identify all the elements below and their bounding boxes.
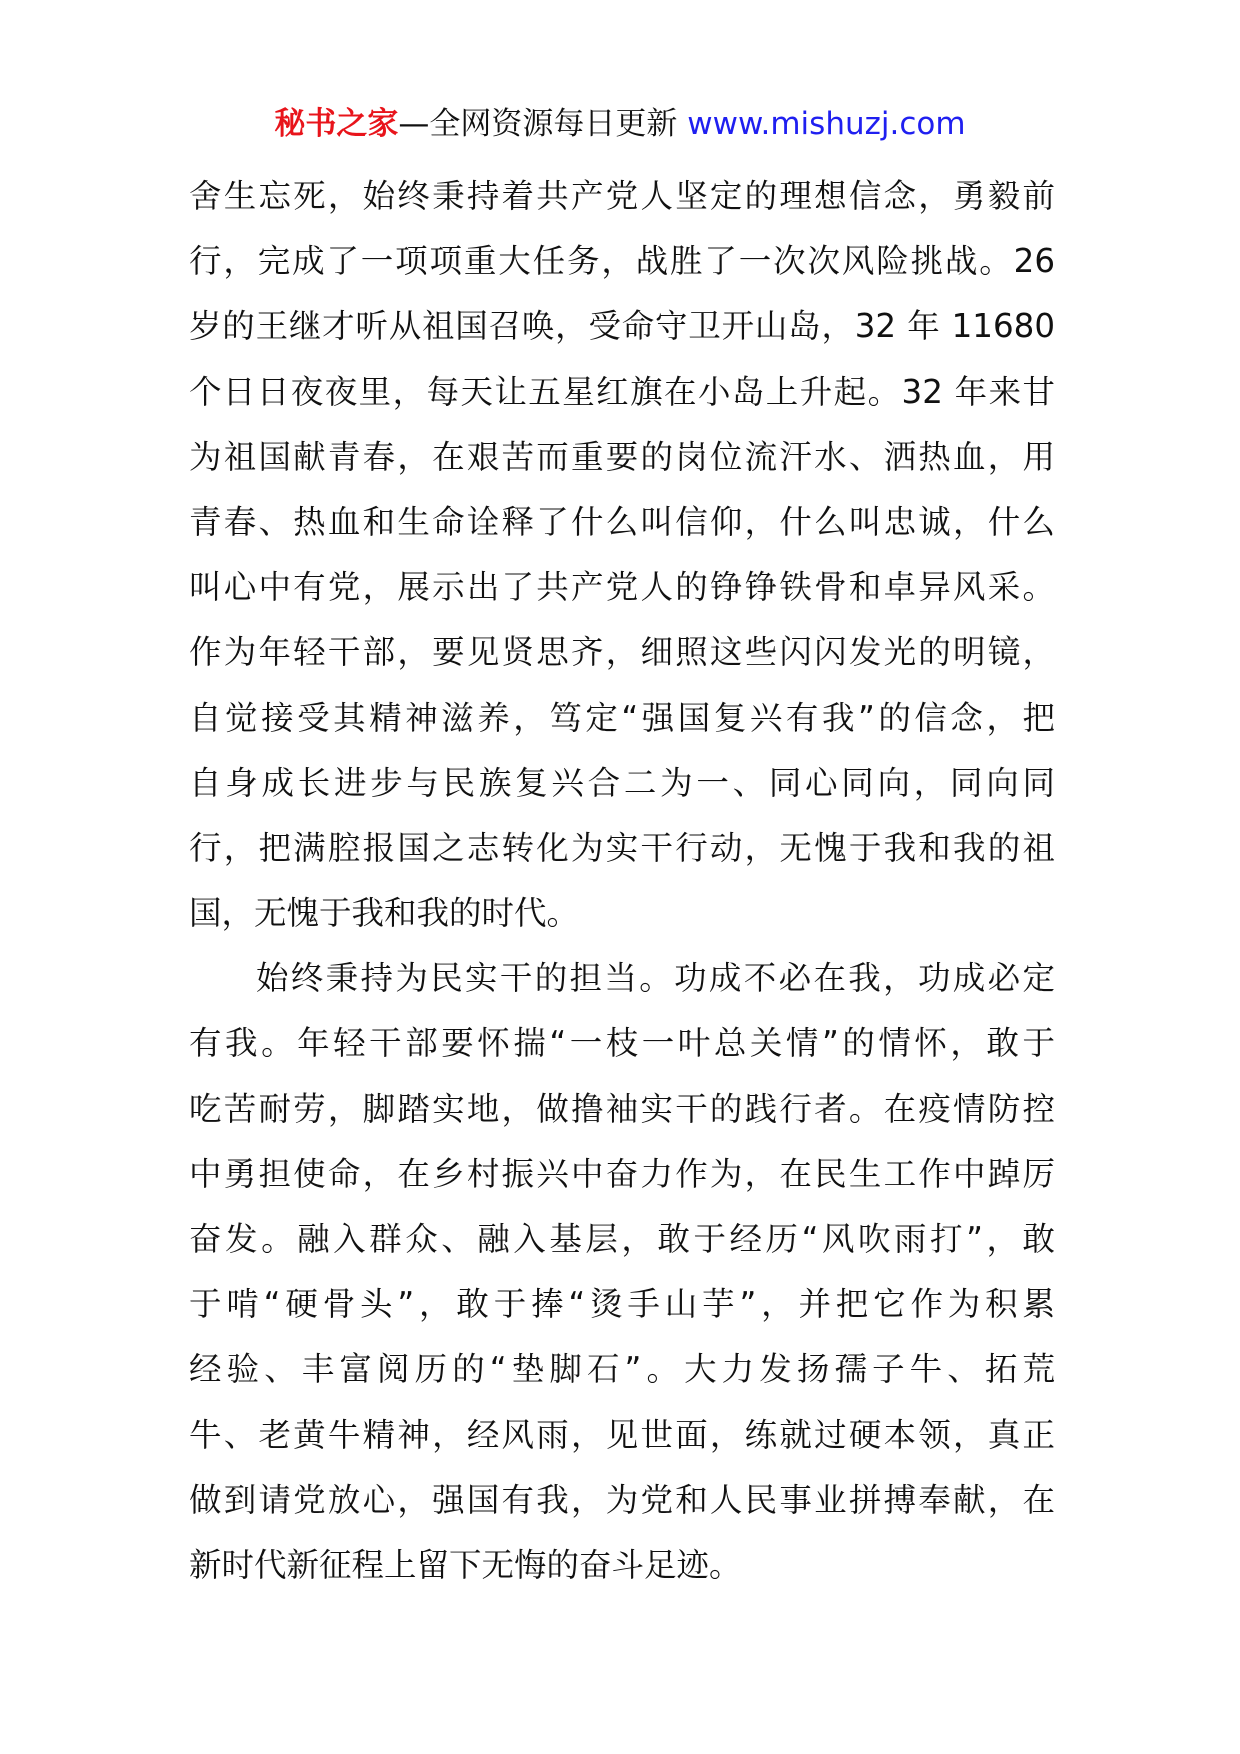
paragraph-start-line: 始终秉持为民实干的担当。功成不必在我，功成必定: [256, 959, 1055, 998]
text-line: 于啃“硬骨头”，敢于捧“烫手山芋”，并把它作为积累: [189, 1285, 1055, 1324]
text-line: 做到请党放心，强国有我，为党和人民事业拼搏奉献，在: [189, 1480, 1055, 1519]
text-line: 作为年轻干部，要见贤思齐，细照这些闪闪发光的明镜，: [189, 633, 1055, 672]
document-body: [189, 164, 1055, 1598]
text-line: 经验、丰富阅历的“垫脚石”。大力发扬孺子牛、拓荒: [189, 1350, 1055, 1389]
text-line: 中勇担使命，在乡村振兴中奋力作为，在民生工作中踔厉: [189, 1154, 1055, 1193]
text-line: 自觉接受其精神滋养，笃定“强国复兴有我”的信念，把: [189, 698, 1055, 737]
paragraph-end-line: 新时代新征程上留下无悔的奋斗足迹。: [189, 1545, 742, 1584]
text-line: 牛、老黄牛精神，经风雨，见世面，练就过硬本领，真正: [189, 1415, 1055, 1454]
text-line: 个日日夜夜里，每天让五星红旗在小岛上升起。32 年来甘: [189, 372, 1055, 411]
text-line: 行，完成了一项项重大任务，战胜了一次次风险挑战。26: [189, 242, 1055, 281]
text-line: 岁的王继才听从祖国召唤，受命守卫开山岛，32 年 11680: [189, 307, 1055, 346]
text-line: 有我。年轻干部要怀揣“一枝一叶总关情”的情怀，敢于: [189, 1024, 1055, 1063]
text-line: 自身成长进步与民族复兴合二为一、同心同向，同向同: [189, 763, 1055, 802]
text-line: 青春、热血和生命诠释了什么叫信仰，什么叫忠诚，什么: [189, 502, 1055, 541]
brand-name: 秘书之家: [274, 106, 399, 142]
paragraph-end-line: 国，无愧于我和我的时代。: [189, 894, 580, 933]
text-line: 叫心中有党，展示出了共产党人的铮铮铁骨和卓异风采。: [189, 568, 1055, 607]
text-line: 为祖国献青春，在艰苦而重要的岗位流汗水、洒热血，用: [189, 437, 1055, 476]
site-url-link[interactable]: www.mishuzj.com: [687, 106, 966, 142]
text-line: 吃苦耐劳，脚踏实地，做撸袖实干的践行者。在疫情防控: [189, 1089, 1055, 1128]
site-header: [0, 104, 1240, 144]
text-line: 行，把满腔报国之志转化为实干行动，无愧于我和我的祖: [189, 828, 1055, 867]
text-line: 舍生忘死，始终秉持着共产党人坚定的理想信念，勇毅前: [189, 177, 1055, 215]
header-tagline: —全网资源每日更新: [398, 106, 688, 142]
text-line: 奋发。融入群众、融入基层，敢于经历“风吹雨打”，敢: [189, 1220, 1055, 1258]
